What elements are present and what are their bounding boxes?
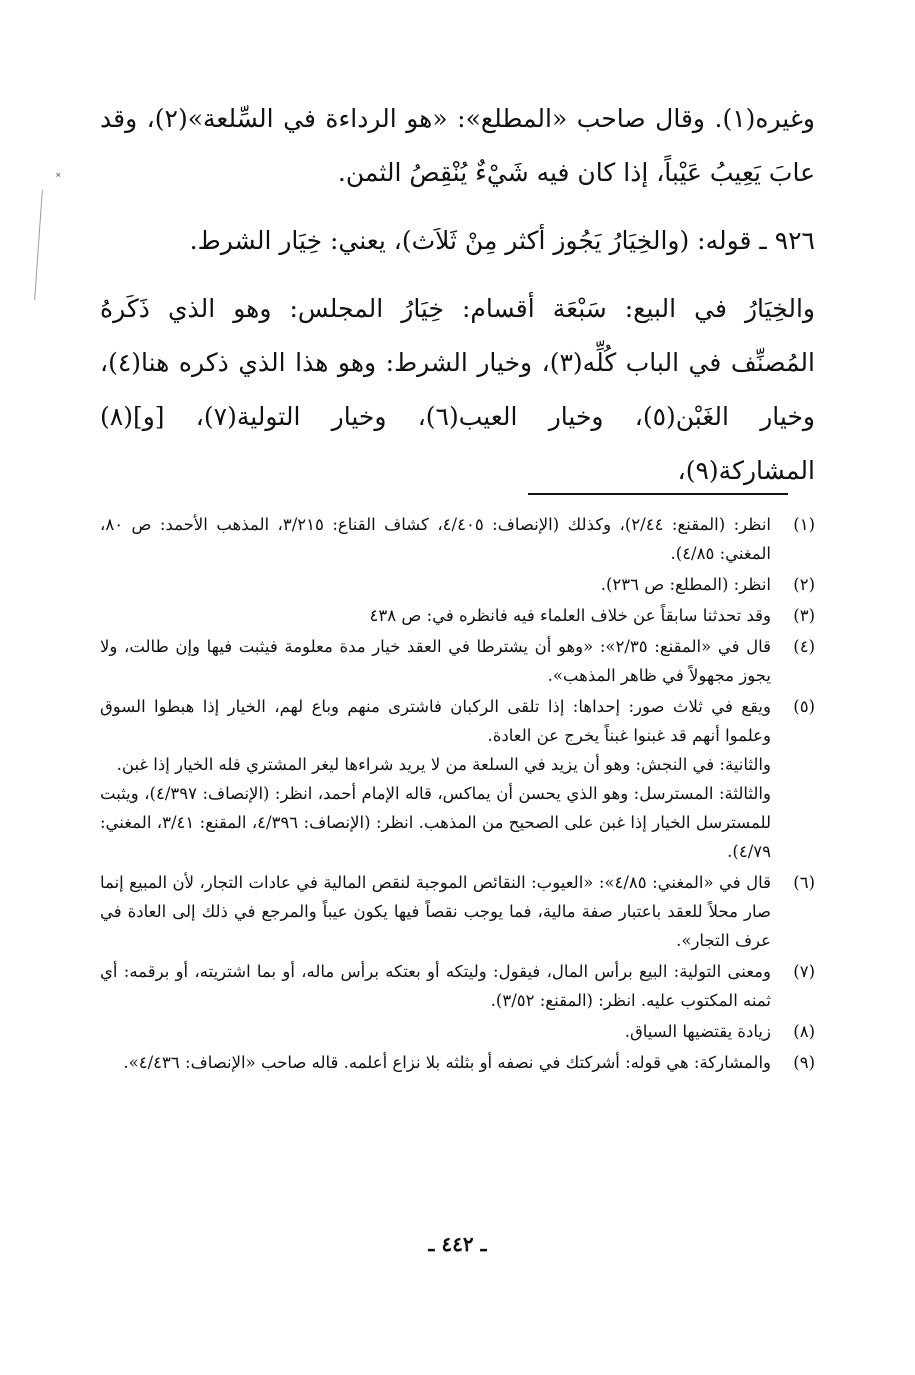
footnote-text: انظر: (المقنع: ٢/٤٤)، وكذلك (الإنصاف: ٤/٤٠٥، كشاف القناع: ٣/٢١٥، المذهب الأحمد: ص ٨٠، المغني: ٤/٨٥).: [100, 515, 771, 563]
footnote-number: (٢): [793, 575, 815, 594]
footnote-number: (٣): [793, 606, 815, 625]
footnote-6: [100, 868, 815, 955]
footnote-number: (١): [793, 515, 815, 534]
footnote-number: (٤): [793, 637, 815, 656]
scan-line: [34, 190, 43, 300]
footnote-text: والمشاركة: هي قوله: أشركتك في نصفه أو بثلثه بلا نزاع أعلمه. قاله صاحب «الإنصاف: ٤/٤٣٦».: [123, 1053, 771, 1072]
footnote-2: [100, 570, 815, 599]
footnote-text: ويقع في ثلاث صور: إحداها: إذا تلقى الركبان فاشترى منهم وباع لهم، الخيار إذا هبطوا السوق وعلموا أنهم قد غبنوا غبناً يخرج عن العادة.: [100, 697, 771, 745]
footnote-number: (٦): [793, 873, 815, 892]
footnote-5: [100, 692, 815, 866]
footnote-number: (٩): [793, 1053, 815, 1072]
footnote-number: (٧): [793, 962, 815, 981]
main-paragraph-1: وغيره(١). وقال صاحب «المطلع»: «هو الرداءة في السِّلعة»(٢)، وقد عابَ يَعِيبُ عَيْباً، إذا كان فيه شَيْءٌ يُنْقِصُ الثمن.: [100, 104, 815, 187]
footnote-number: (٥): [793, 697, 815, 716]
footnote-8: [100, 1017, 815, 1046]
page-number: ـ ٤٤٢ ـ: [428, 1232, 487, 1256]
footnote-4: [100, 632, 815, 690]
footnote-text: انظر: (المطلع: ص ٢٣٦).: [600, 575, 771, 594]
footnote-text: والثالثة: المسترسل: وهو الذي يحسن أن يماكس، قاله الإمام أحمد، انظر: (الإنصاف: ٤/٣٩٧)، ويثبت للمسترسل الخيار إذا غبن على الصحيح من المذهب. انظر: (الإنصاف: ٤/٣٩٦، المقنع: ٣/٤١، المغني: ٤/٧٩).: [100, 784, 771, 861]
footnote-text: قال في «المغني: ٤/٨٥»: «العيوب: النقائص الموجبة لنقص المالية في عادات التجار، لأن المبيع إنما صار محلاً للعقد باعتبار صفة مالية، فما يوجب نقصاً فيها يكون عيباً والمرجع في ذلك إلى العادة في عرف التجار».: [100, 873, 771, 950]
scan-mark: ˟: [56, 170, 61, 184]
footnote-number: (٨): [793, 1022, 815, 1041]
main-paragraph-3: والخِيَارُ في البيع: سَبْعَة أقسام: خِيَارُ المجلس: وهو الذي ذَكَرهُ المُصنِّف في الباب كُلِّه(٣)، وخيار الشرط: وهو هذا الذي ذكره هنا(٤)، وخيار الغَبْن(٥)، وخيار العيب(٦)، وخيار التولية(٧)، [و](٨) المشاركة(٩)،: [100, 294, 815, 485]
main-text: [100, 92, 815, 498]
footnote-3: [100, 601, 815, 630]
footnote-divider: [528, 493, 788, 495]
footnote-text: قال في «المقنع: ٢/٣٥»: «وهو أن يشترطا في العقد خيار مدة معلومة فيثبت فيها وإن طالت، ولا يجوز مجهولاً في ظاهر المذهب».: [100, 637, 771, 685]
footnotes: [100, 510, 815, 1079]
footnote-text: ومعنى التولية: البيع برأس المال، فيقول: وليتكه أو بعتكه برأس ماله، أو بما اشتريته، أو برقمه: أي ثمنه المكتوب عليه. انظر: (المقنع: ٣/٥٢).: [100, 962, 771, 1010]
footnote-text: وقد تحدثنا سابقاً عن خلاف العلماء فيه فانظره في: ص ٤٣٨: [369, 606, 771, 625]
footnote-1: [100, 510, 815, 568]
footnote-text: زيادة يقتضيها السياق.: [624, 1022, 771, 1041]
footnote-9: [100, 1048, 815, 1077]
main-paragraph-2: ٩٢٦ ـ قوله: (والخِيَارُ يَجُوز أكثر مِنْ ثَلاَث)، يعني: خِيَار الشرط.: [189, 226, 815, 255]
footnote-7: [100, 957, 815, 1015]
footnote-text: والثانية: في النجش: وهو أن يزيد في السلعة من لا يريد شراءها ليغر المشتري فله الخيار إذا غبن.: [116, 755, 771, 774]
